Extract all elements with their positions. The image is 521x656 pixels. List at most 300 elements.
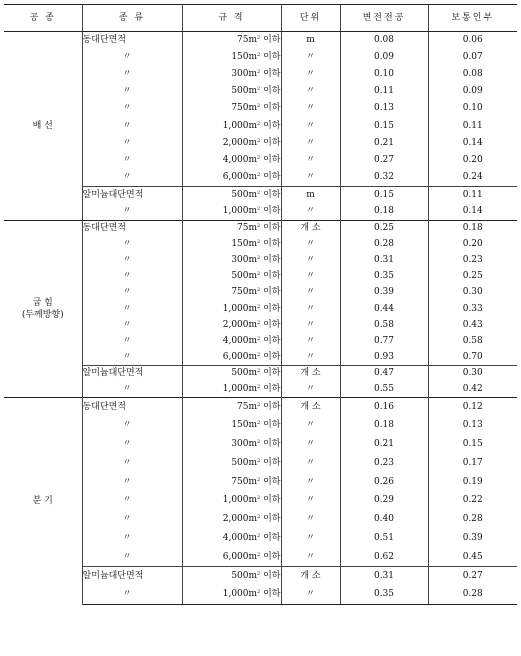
kind-cell xyxy=(82,253,182,269)
area-unit: m xyxy=(248,401,258,412)
unit-cell xyxy=(281,100,340,117)
area-unit-sup: 2 xyxy=(257,137,261,144)
kind-label: 알미늄대단면적 xyxy=(82,368,144,379)
common-laborer-value: 0.08 xyxy=(462,68,483,79)
ditto-mark: 〃 xyxy=(305,303,315,314)
spec-cell xyxy=(182,349,281,365)
spec-suffix: 이하 xyxy=(263,319,281,330)
unit-cell xyxy=(281,49,340,66)
kind-cell xyxy=(82,221,182,237)
spec-suffix: 이하 xyxy=(263,551,281,562)
common-laborer-value: 0.42 xyxy=(462,383,483,394)
common-laborer-cell xyxy=(428,398,517,417)
substation-electrician-value: 0.35 xyxy=(373,271,395,282)
common-laborer-cell xyxy=(428,548,517,567)
substation-electrician-cell xyxy=(340,152,428,169)
ditto-mark: 〃 xyxy=(122,476,132,487)
kind-cell xyxy=(82,269,182,285)
substation-electrician-value: 0.58 xyxy=(373,319,395,330)
area-unit: m xyxy=(248,223,258,234)
ditto-mark: 〃 xyxy=(305,120,315,131)
common-laborer-value: 0.23 xyxy=(462,255,483,266)
common-laborer-value: 0.30 xyxy=(462,368,483,379)
spec-value: 6,000 xyxy=(222,551,249,562)
substation-electrician-value: 0.47 xyxy=(373,368,395,379)
ditto-mark: 〃 xyxy=(305,351,315,362)
spec-suffix: 이하 xyxy=(263,239,281,250)
ditto-mark: 〃 xyxy=(305,239,315,250)
kind-cell xyxy=(82,66,182,83)
substation-electrician-cell xyxy=(340,269,428,285)
spec-value: 750 xyxy=(231,287,249,298)
area-unit-sup: 2 xyxy=(257,51,261,58)
area-unit: m xyxy=(248,103,258,114)
common-laborer-value: 0.30 xyxy=(462,287,483,298)
ditto-mark: 〃 xyxy=(305,439,315,450)
ditto-mark: 〃 xyxy=(305,103,315,114)
ditto-mark: 〃 xyxy=(122,68,132,79)
area-unit: m xyxy=(248,171,258,182)
area-unit: m xyxy=(248,189,258,200)
spec-suffix: 이하 xyxy=(263,351,281,362)
spec-cell xyxy=(182,169,281,186)
spec-suffix: 이하 xyxy=(263,51,281,62)
ditto-mark: 〃 xyxy=(305,137,315,148)
substation-electrician-value: 0.15 xyxy=(373,189,395,200)
common-laborer-cell xyxy=(428,66,517,83)
substation-electrician-value: 0.23 xyxy=(373,457,395,468)
kind-label: 동대단면적 xyxy=(82,223,126,234)
common-laborer-cell xyxy=(428,237,517,253)
ditto-mark: 〃 xyxy=(122,206,132,217)
common-laborer-value: 0.43 xyxy=(462,319,483,330)
ditto-mark: 〃 xyxy=(305,154,315,165)
area-unit: m xyxy=(248,439,258,450)
common-laborer-cell xyxy=(428,416,517,435)
area-unit-sup: 2 xyxy=(257,383,261,390)
substation-electrician-cell xyxy=(340,317,428,333)
area-unit-sup: 2 xyxy=(257,86,261,93)
area-unit-sup: 2 xyxy=(257,476,261,483)
table-row xyxy=(4,221,517,237)
header-work-type: 공 종 xyxy=(4,5,82,32)
spec-suffix: 이하 xyxy=(263,457,281,468)
spec-cell xyxy=(182,454,281,473)
spec-cell xyxy=(182,473,281,492)
common-laborer-cell xyxy=(428,117,517,134)
common-laborer-cell xyxy=(428,32,517,49)
spec-suffix: 이하 xyxy=(263,303,281,314)
substation-electrician-value: 0.21 xyxy=(373,137,395,148)
common-laborer-value: 0.11 xyxy=(462,189,483,200)
substation-electrician-cell xyxy=(340,301,428,317)
ditto-mark: 〃 xyxy=(305,68,315,79)
spec-cell xyxy=(182,49,281,66)
ditto-mark: 〃 xyxy=(305,319,315,330)
area-unit: m xyxy=(248,255,258,266)
spec-suffix: 이하 xyxy=(263,206,281,217)
unit-cell xyxy=(281,416,340,435)
ditto-mark: 〃 xyxy=(305,171,315,182)
substation-electrician-value: 0.10 xyxy=(373,68,395,79)
spec-suffix: 이하 xyxy=(263,589,281,600)
spec-cell xyxy=(182,253,281,269)
substation-electrician-cell xyxy=(340,333,428,349)
unit-cell xyxy=(281,186,340,203)
spec-cell xyxy=(182,365,281,381)
unit-cell xyxy=(281,548,340,567)
substation-electrician-value: 0.26 xyxy=(373,476,395,487)
spec-value: 1,000 xyxy=(222,383,249,394)
unit-label: 개 소 xyxy=(300,368,321,379)
spec-value: 300 xyxy=(231,255,249,266)
spec-suffix: 이하 xyxy=(263,439,281,450)
area-unit: m xyxy=(248,533,258,544)
area-unit-sup: 2 xyxy=(257,495,261,502)
area-unit-sup: 2 xyxy=(257,457,261,464)
substation-electrician-value: 0.44 xyxy=(373,303,395,314)
kind-cell xyxy=(82,365,182,381)
area-unit: m xyxy=(248,86,258,97)
substation-electrician-cell xyxy=(340,66,428,83)
common-laborer-cell xyxy=(428,135,517,152)
unit-cell xyxy=(281,398,340,417)
table-header-row xyxy=(4,5,517,32)
kind-cell xyxy=(82,416,182,435)
ditto-mark: 〃 xyxy=(305,383,315,394)
spec-cell xyxy=(182,117,281,134)
common-laborer-cell xyxy=(428,510,517,529)
kind-cell xyxy=(82,169,182,186)
kind-cell xyxy=(82,117,182,134)
common-laborer-value: 0.07 xyxy=(462,51,483,62)
header-kind: 종 류 xyxy=(82,5,182,32)
spec-cell xyxy=(182,221,281,237)
spec-cell xyxy=(182,548,281,567)
unit-cell xyxy=(281,473,340,492)
substation-electrician-cell xyxy=(340,492,428,511)
unit-cell xyxy=(281,135,340,152)
unit-cell xyxy=(281,529,340,548)
spec-suffix: 이하 xyxy=(263,476,281,487)
spec-value: 500 xyxy=(231,457,249,468)
substation-electrician-cell xyxy=(340,454,428,473)
spec-suffix: 이하 xyxy=(263,287,281,298)
kind-label: 동대단면적 xyxy=(82,401,126,412)
area-unit: m xyxy=(248,476,258,487)
spec-suffix: 이하 xyxy=(263,383,281,394)
substation-electrician-cell xyxy=(340,186,428,203)
spec-suffix: 이하 xyxy=(263,120,281,131)
spec-suffix: 이하 xyxy=(263,514,281,525)
spec-suffix: 이하 xyxy=(263,255,281,266)
ditto-mark: 〃 xyxy=(305,287,315,298)
kind-cell xyxy=(82,186,182,203)
substation-electrician-cell xyxy=(340,416,428,435)
spec-value: 6,000 xyxy=(222,171,249,182)
spec-value: 500 xyxy=(231,368,249,379)
ditto-mark: 〃 xyxy=(305,514,315,525)
substation-electrician-cell xyxy=(340,398,428,417)
area-unit-sup: 2 xyxy=(257,514,261,521)
substation-electrician-cell xyxy=(340,203,428,220)
substation-electrician-value: 0.27 xyxy=(373,154,395,165)
common-laborer-value: 0.12 xyxy=(462,401,483,412)
header-unit: 단위 xyxy=(281,5,340,32)
common-laborer-cell xyxy=(428,529,517,548)
spec-value: 150 xyxy=(231,420,249,431)
common-laborer-cell xyxy=(428,253,517,269)
substation-electrician-cell xyxy=(340,365,428,381)
area-unit: m xyxy=(248,335,258,346)
area-unit-sup: 2 xyxy=(257,154,261,161)
ditto-mark: 〃 xyxy=(122,303,132,314)
kind-cell xyxy=(82,203,182,220)
kind-label: 알미늄대단면적 xyxy=(82,570,144,581)
substation-electrician-cell xyxy=(340,32,428,49)
area-unit: m xyxy=(248,68,258,79)
spec-cell xyxy=(182,285,281,301)
substation-electrician-value: 0.08 xyxy=(373,34,395,45)
ditto-mark: 〃 xyxy=(305,271,315,282)
spec-suffix: 이하 xyxy=(263,368,281,379)
kind-cell xyxy=(82,237,182,253)
substation-electrician-cell xyxy=(340,117,428,134)
common-laborer-cell xyxy=(428,317,517,333)
substation-electrician-value: 0.15 xyxy=(373,120,395,131)
area-unit: m xyxy=(248,154,258,165)
spec-suffix: 이하 xyxy=(263,68,281,79)
area-unit-sup: 2 xyxy=(257,103,261,110)
area-unit: m xyxy=(248,287,258,298)
ditto-mark: 〃 xyxy=(122,255,132,266)
kind-cell xyxy=(82,285,182,301)
substation-electrician-cell xyxy=(340,100,428,117)
table-body xyxy=(4,32,517,605)
spec-suffix: 이하 xyxy=(263,495,281,506)
kind-cell xyxy=(82,317,182,333)
area-unit-sup: 2 xyxy=(257,319,261,326)
substation-electrician-cell xyxy=(340,285,428,301)
ditto-mark: 〃 xyxy=(305,255,315,266)
ditto-mark: 〃 xyxy=(122,51,132,62)
spec-suffix: 이하 xyxy=(263,103,281,114)
substation-electrician-cell xyxy=(340,49,428,66)
kind-cell xyxy=(82,567,182,586)
common-laborer-cell xyxy=(428,221,517,237)
area-unit-sup: 2 xyxy=(257,34,261,41)
spec-value: 2,000 xyxy=(222,319,249,330)
unit-cell xyxy=(281,203,340,220)
kind-cell xyxy=(82,586,182,605)
area-unit-sup: 2 xyxy=(257,303,261,310)
spec-value: 500 xyxy=(231,189,249,200)
ditto-mark: 〃 xyxy=(122,239,132,250)
ditto-mark: 〃 xyxy=(122,514,132,525)
area-unit: m xyxy=(248,368,258,379)
ditto-mark: 〃 xyxy=(122,137,132,148)
common-laborer-value: 0.25 xyxy=(462,271,483,282)
substation-electrician-value: 0.21 xyxy=(373,439,395,450)
common-laborer-cell xyxy=(428,365,517,381)
common-laborer-cell xyxy=(428,186,517,203)
common-laborer-cell xyxy=(428,435,517,454)
spec-suffix: 이하 xyxy=(263,420,281,431)
substation-electrician-cell xyxy=(340,83,428,100)
substation-electrician-value: 0.16 xyxy=(373,401,395,412)
spec-cell xyxy=(182,301,281,317)
spec-value: 500 xyxy=(231,86,249,97)
area-unit: m xyxy=(248,206,258,217)
spec-suffix: 이하 xyxy=(263,154,281,165)
unit-cell xyxy=(281,169,340,186)
area-unit: m xyxy=(248,551,258,562)
substation-electrician-value: 0.55 xyxy=(373,383,395,394)
ditto-mark: 〃 xyxy=(305,495,315,506)
ditto-mark: 〃 xyxy=(122,495,132,506)
kind-cell xyxy=(82,349,182,365)
common-laborer-cell xyxy=(428,301,517,317)
substation-electrician-cell xyxy=(340,586,428,605)
area-unit: m xyxy=(248,239,258,250)
spec-cell xyxy=(182,135,281,152)
substation-electrician-value: 0.62 xyxy=(373,551,395,562)
substation-electrician-value: 0.93 xyxy=(373,351,395,362)
ditto-mark: 〃 xyxy=(122,351,132,362)
ditto-mark: 〃 xyxy=(305,457,315,468)
unit-cell xyxy=(281,32,340,49)
unit-cell xyxy=(281,221,340,237)
spec-cell xyxy=(182,510,281,529)
work-type-label: 배 선 xyxy=(32,120,53,131)
unit-cell xyxy=(281,586,340,605)
spec-suffix: 이하 xyxy=(263,533,281,544)
spec-suffix: 이하 xyxy=(263,171,281,182)
common-laborer-cell xyxy=(428,49,517,66)
common-laborer-value: 0.27 xyxy=(462,570,483,581)
unit-cell xyxy=(281,365,340,381)
kind-cell xyxy=(82,135,182,152)
substation-electrician-cell xyxy=(340,510,428,529)
ditto-mark: 〃 xyxy=(122,103,132,114)
area-unit-sup: 2 xyxy=(257,533,261,540)
ditto-mark: 〃 xyxy=(122,439,132,450)
kind-label: 동대단면적 xyxy=(82,34,126,45)
substation-electrician-value: 0.13 xyxy=(373,103,395,114)
work-type-label: (두께방향) xyxy=(21,310,64,321)
common-laborer-value: 0.20 xyxy=(462,154,483,165)
substation-electrician-cell xyxy=(340,473,428,492)
spec-value: 75 xyxy=(237,401,249,412)
ditto-mark: 〃 xyxy=(122,319,132,330)
substation-electrician-cell xyxy=(340,435,428,454)
common-laborer-cell xyxy=(428,349,517,365)
ditto-mark: 〃 xyxy=(305,551,315,562)
common-laborer-cell xyxy=(428,333,517,349)
spec-value: 150 xyxy=(231,239,249,250)
substation-electrician-cell xyxy=(340,349,428,365)
common-laborer-value: 0.22 xyxy=(462,495,483,506)
substation-electrician-value: 0.11 xyxy=(373,86,395,97)
spec-suffix: 이하 xyxy=(263,570,281,581)
common-laborer-cell xyxy=(428,567,517,586)
substation-electrician-value: 0.77 xyxy=(373,335,395,346)
unit-cell xyxy=(281,117,340,134)
common-laborer-value: 0.19 xyxy=(462,476,483,487)
spec-cell xyxy=(182,398,281,417)
substation-electrician-cell xyxy=(340,169,428,186)
common-laborer-value: 0.20 xyxy=(462,239,483,250)
substation-electrician-value: 0.18 xyxy=(373,206,395,217)
kind-cell xyxy=(82,510,182,529)
ditto-mark: 〃 xyxy=(305,420,315,431)
area-unit: m xyxy=(248,420,258,431)
unit-cell xyxy=(281,333,340,349)
ditto-mark: 〃 xyxy=(122,154,132,165)
spec-value: 300 xyxy=(231,439,249,450)
substation-electrician-value: 0.40 xyxy=(373,514,395,525)
unit-label: 개 소 xyxy=(300,570,321,581)
spec-value: 75 xyxy=(237,223,249,234)
area-unit-sup: 2 xyxy=(257,120,261,127)
kind-cell xyxy=(82,49,182,66)
ditto-mark: 〃 xyxy=(122,171,132,182)
spec-value: 750 xyxy=(231,476,249,487)
area-unit-sup: 2 xyxy=(257,368,261,375)
substation-electrician-cell xyxy=(340,382,428,398)
ditto-mark: 〃 xyxy=(122,287,132,298)
common-laborer-cell xyxy=(428,169,517,186)
work-type-cell xyxy=(4,221,82,398)
substation-electrician-value: 0.28 xyxy=(373,239,395,250)
unit-cell xyxy=(281,66,340,83)
kind-cell xyxy=(82,435,182,454)
header-substation-electrician: 변전전공 xyxy=(340,5,428,32)
kind-cell xyxy=(82,473,182,492)
spec-cell xyxy=(182,269,281,285)
common-laborer-value: 0.13 xyxy=(462,420,483,431)
area-unit-sup: 2 xyxy=(257,68,261,75)
kind-cell xyxy=(82,492,182,511)
common-laborer-value: 0.14 xyxy=(462,137,483,148)
spec-suffix: 이하 xyxy=(263,401,281,412)
area-unit-sup: 2 xyxy=(257,239,261,246)
unit-cell xyxy=(281,301,340,317)
area-unit: m xyxy=(248,457,258,468)
kind-cell xyxy=(82,301,182,317)
area-unit-sup: 2 xyxy=(257,570,261,577)
area-unit: m xyxy=(248,120,258,131)
ditto-mark: 〃 xyxy=(122,383,132,394)
area-unit: m xyxy=(248,34,258,45)
area-unit-sup: 2 xyxy=(257,401,261,408)
substation-electrician-value: 0.39 xyxy=(373,287,395,298)
spec-cell xyxy=(182,567,281,586)
common-laborer-value: 0.14 xyxy=(462,206,483,217)
area-unit-sup: 2 xyxy=(257,189,261,196)
common-laborer-cell xyxy=(428,152,517,169)
area-unit: m xyxy=(248,319,258,330)
kind-cell xyxy=(82,382,182,398)
unit-cell xyxy=(281,510,340,529)
area-unit: m xyxy=(248,589,258,600)
table-row xyxy=(4,32,517,49)
common-laborer-value: 0.17 xyxy=(462,457,483,468)
kind-cell xyxy=(82,32,182,49)
spec-suffix: 이하 xyxy=(263,223,281,234)
substation-electrician-value: 0.35 xyxy=(373,589,395,600)
unit-cell xyxy=(281,253,340,269)
